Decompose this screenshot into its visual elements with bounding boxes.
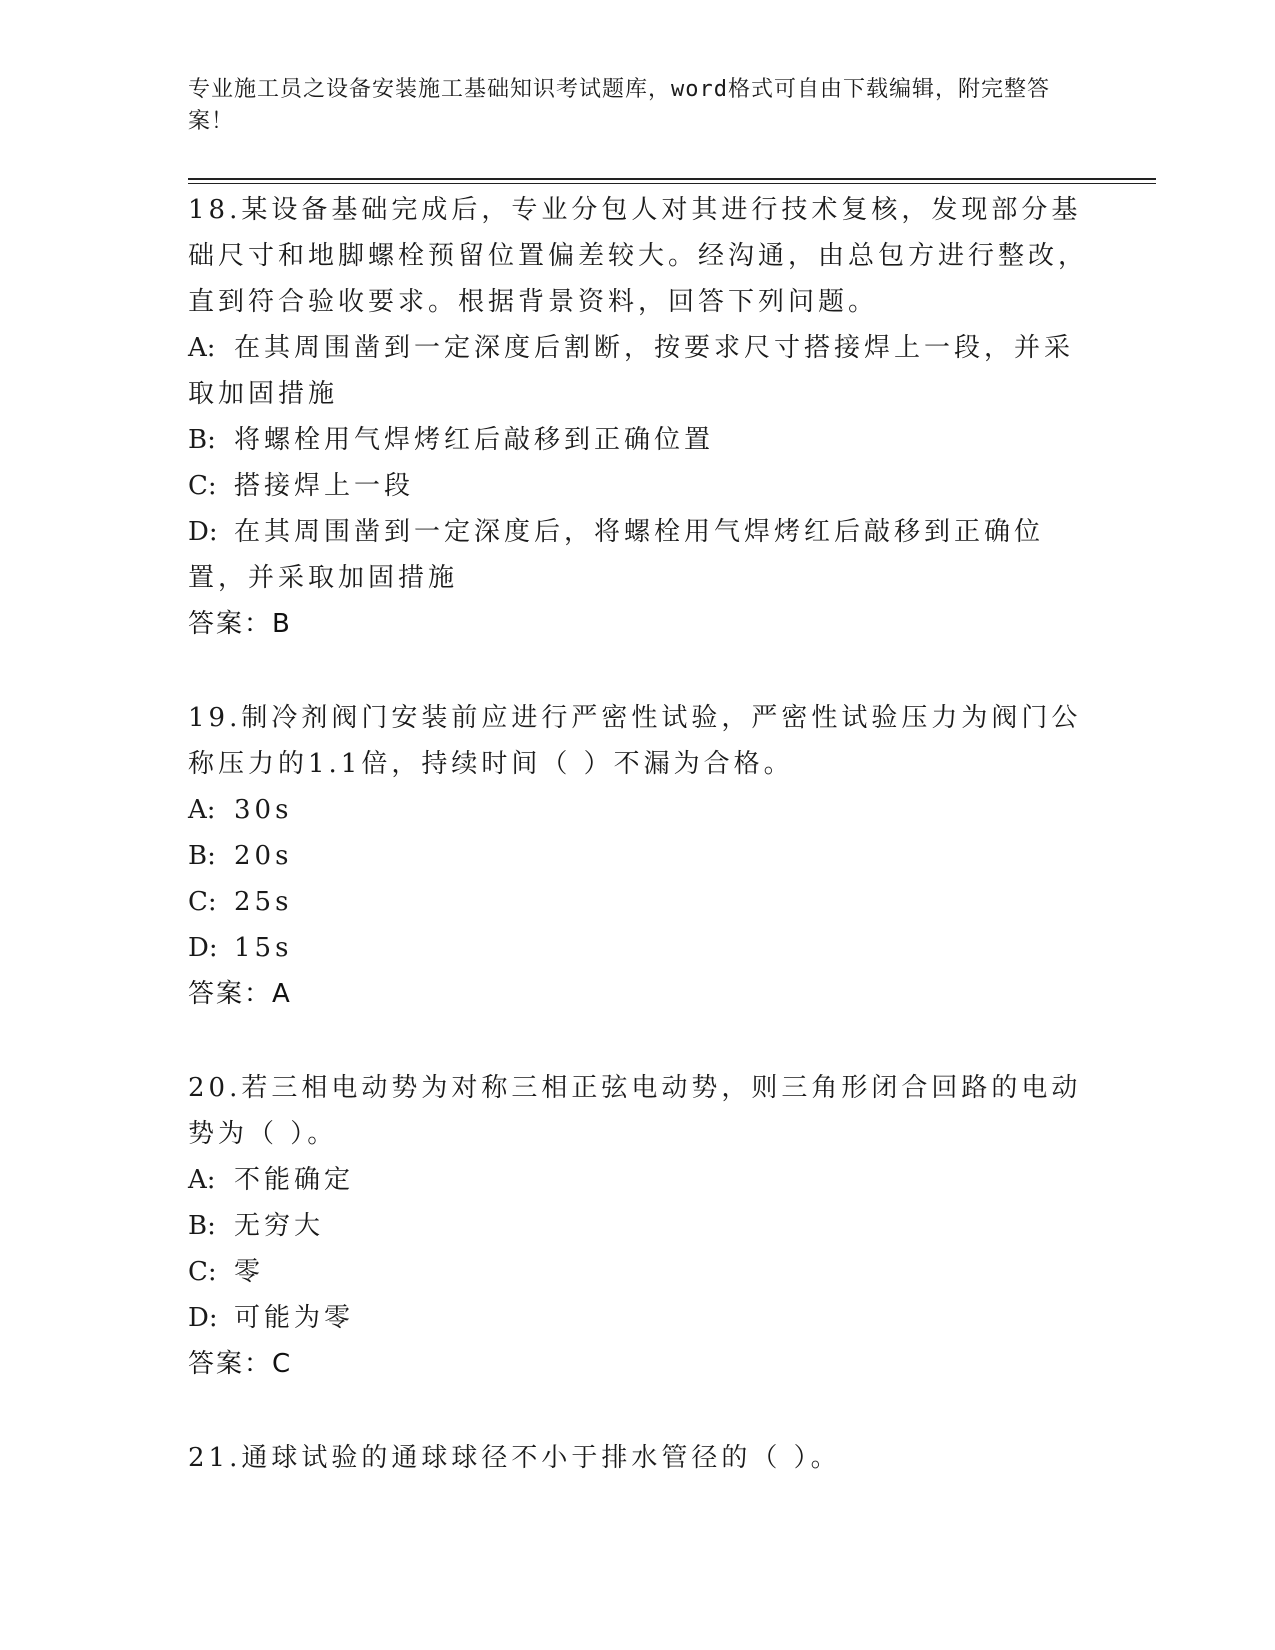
option-text: 将螺栓用气焊烤红后敲移到正确位置 [234,425,715,455]
option-letter: A: [188,795,216,825]
option-b [188,833,1088,879]
option-c [188,879,1088,925]
option-letter: A: [188,333,216,363]
question-list [188,187,1088,1529]
option-a [188,325,1088,417]
answer-line: 答案：B [188,609,292,639]
option-d [188,1295,1088,1341]
answer-line: 答案：C [188,1349,293,1379]
option-letter: D: [188,933,218,963]
option-letter: C: [188,1257,217,1287]
option-letter: B: [188,425,216,455]
option-a [188,787,1088,833]
option-letter: D: [188,1303,218,1333]
option-text: 20s [234,841,293,871]
option-text: 零 [234,1257,265,1287]
option-c [188,463,1088,509]
option-text: 25s [234,887,293,917]
option-letter: B: [188,1211,216,1241]
question-stem: 19.制冷剂阀门安装前应进行严密性试验，严密性试验压力为阀门公称压力的1.1倍，持续时间（ ）不漏为合格。 [188,703,1082,779]
option-text: 在其周围凿到一定深度后，将螺栓用气焊烤红后敲移到正确位置，并采取加固措施 [188,517,1045,593]
option-b [188,1203,1088,1249]
option-text: 在其周围凿到一定深度后割断，按要求尺寸搭接焊上一段，并采取加固措施 [188,333,1075,409]
option-letter: C: [188,887,217,917]
option-letter: D: [188,517,218,547]
option-text: 可能为零 [234,1303,355,1333]
header-divider-thin [188,183,1156,184]
option-d [188,509,1088,601]
question-stem: 20.若三相电动势为对称三相正弦电动势，则三角形闭合回路的电动势为（ ）。 [188,1073,1082,1149]
document-header-title: 专业施工员之设备安装施工基础知识考试题库，word格式可自由下载编辑，附完整答案！ [188,77,1050,134]
option-text: 不能确定 [234,1165,355,1195]
answer-line: 答案：A [188,979,292,1009]
option-c [188,1249,1088,1295]
option-letter: A: [188,1165,216,1195]
option-letter: B: [188,841,216,871]
question-21 [188,1435,1088,1481]
option-text: 搭接焊上一段 [234,471,415,501]
option-text: 15s [234,933,293,963]
question-20 [188,1065,1088,1387]
question-stem: 21.通球试验的通球球径不小于排水管径的（ ）。 [188,1443,841,1473]
option-a [188,1157,1088,1203]
option-letter: C: [188,471,217,501]
question-18 [188,187,1088,647]
question-stem: 18.某设备基础完成后，专业分包人对其进行技术复核，发现部分基础尺寸和地脚螺栓预留位置偏差较大。经沟通，由总包方进行整改，直到符合验收要求。根据背景资料，回答下列问题。 [188,195,1089,317]
option-text: 无穷大 [234,1211,325,1241]
header-divider-thick [188,178,1156,180]
option-b [188,417,1088,463]
option-text: 30s [234,795,293,825]
option-d [188,925,1088,971]
question-19 [188,695,1088,1017]
